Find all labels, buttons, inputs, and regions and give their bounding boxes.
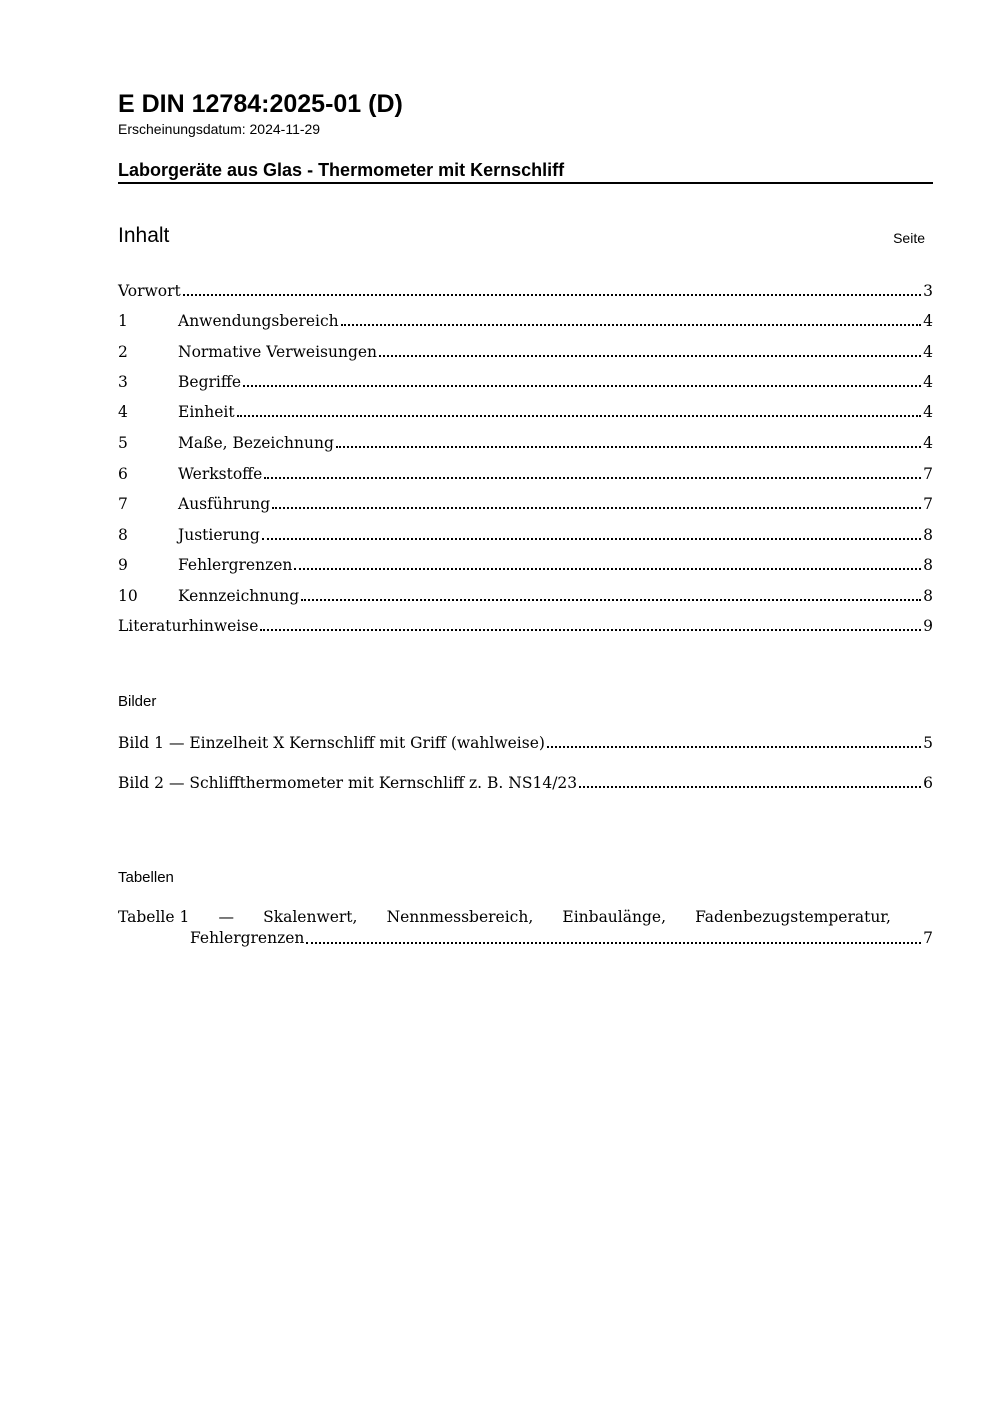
- toc-entry-text: Anwendungsbereich: [178, 312, 339, 330]
- toc-entry-text: Kennzeichnung: [178, 587, 300, 605]
- toc-entry-text: Literaturhinweise: [118, 617, 259, 635]
- dot-leader: [301, 599, 921, 601]
- toc-entry-6[interactable]: [118, 462, 933, 484]
- toc-entry-page: 4: [923, 373, 933, 391]
- dot-leader: [579, 786, 921, 788]
- table-entry-continuation: Fehlergrenzen: [190, 929, 305, 947]
- table-entry-word: Einbaulänge,: [562, 908, 666, 926]
- toc-entry-number: 4: [118, 403, 128, 421]
- dot-leader: [260, 629, 921, 631]
- dot-leader: [306, 942, 921, 944]
- toc-entry-number: 7: [118, 495, 128, 513]
- toc-heading: Inhalt: [118, 224, 170, 247]
- toc-entry-text: Werkstoffe: [178, 465, 263, 483]
- toc-entry-text: Begriffe: [178, 373, 242, 391]
- toc-entry-text: Fehlergrenzen: [178, 556, 293, 574]
- toc-entry-number: 10: [118, 587, 138, 605]
- dot-leader: [183, 294, 921, 296]
- toc-entry-page: 9: [923, 617, 933, 635]
- toc-entry-3[interactable]: [118, 370, 933, 392]
- table-entry-first-line: [118, 907, 933, 928]
- toc-entry-10[interactable]: [118, 584, 933, 606]
- figure-entry-page: 5: [923, 734, 933, 752]
- toc-entry-1[interactable]: [118, 309, 933, 331]
- toc-entry-text: Vorwort: [118, 282, 181, 300]
- dot-leader: [264, 477, 921, 479]
- dot-leader: [272, 507, 921, 509]
- table-entry-label: Tabelle 1: [118, 908, 190, 926]
- dot-leader: [243, 385, 921, 387]
- toc-entry-number: 6: [118, 465, 128, 483]
- toc-entry-vorwort[interactable]: [118, 279, 933, 301]
- dot-leader: [237, 415, 922, 417]
- toc-entry-page: 7: [923, 495, 933, 513]
- dot-leader: [262, 538, 921, 540]
- toc-entry-number: 8: [118, 526, 128, 544]
- table-entry-word: Fadenbezugstemperatur,: [695, 908, 891, 926]
- table-entry-dash: —: [218, 908, 234, 926]
- table-entry-word: Skalenwert,: [263, 908, 358, 926]
- toc-entry-number: 1: [118, 312, 128, 330]
- dot-leader: [294, 568, 921, 570]
- toc-entry-page: 4: [923, 312, 933, 330]
- figure-entry-text: Bild 1 — Einzelheit X Kernschliff mit Griff (wahlweise): [118, 734, 545, 752]
- toc-entry-text: Einheit: [178, 403, 235, 421]
- document-page: [118, 0, 933, 1403]
- figure-entry-2[interactable]: [118, 771, 933, 793]
- figure-entry-text: Bild 2 — Schliffthermometer mit Kernschliff z. B. NS14/23: [118, 774, 578, 792]
- table-entry-page: 7: [923, 929, 933, 947]
- toc-entry-page: 8: [923, 587, 933, 605]
- table-entry-1[interactable]: [118, 907, 933, 949]
- toc-entry-text: Normative Verweisungen: [178, 343, 378, 361]
- figure-entry-1[interactable]: [118, 731, 933, 753]
- toc-entry-2[interactable]: [118, 340, 933, 362]
- table-entry-second-line: [118, 928, 933, 949]
- dot-leader: [547, 746, 921, 748]
- toc-entry-number: 3: [118, 373, 128, 391]
- toc-entry-8[interactable]: [118, 523, 933, 545]
- document-id: E DIN 12784:2025-01 (D): [118, 90, 403, 118]
- toc-entry-page: 8: [923, 556, 933, 574]
- toc-entry-7[interactable]: [118, 492, 933, 514]
- figures-heading: Bilder: [118, 693, 157, 710]
- toc-entry-text: Ausführung: [178, 495, 271, 513]
- toc-entry-page: 3: [923, 282, 933, 300]
- toc-entry-page: 4: [923, 403, 933, 421]
- toc-entry-number: 9: [118, 556, 128, 574]
- dot-leader: [379, 355, 921, 357]
- toc-entry-page: 4: [923, 343, 933, 361]
- document-title: Laborgeräte aus Glas - Thermometer mit Kernschliff: [118, 160, 565, 180]
- title-underline: [118, 182, 933, 184]
- dot-leader: [336, 446, 921, 448]
- toc-entry-literaturhinweise[interactable]: [118, 614, 933, 636]
- toc-entry-4[interactable]: [118, 400, 933, 422]
- publication-date: Erscheinungsdatum: 2024-11-29: [118, 121, 321, 137]
- toc-entry-number: 5: [118, 434, 128, 452]
- toc-entry-number: 2: [118, 343, 128, 361]
- toc-entry-page: 8: [923, 526, 933, 544]
- dot-leader: [341, 324, 921, 326]
- tables-heading: Tabellen: [118, 869, 174, 886]
- table-entry-word: Nennmessbereich,: [386, 908, 534, 926]
- toc-entry-5[interactable]: [118, 431, 933, 453]
- figure-entry-page: 6: [923, 774, 933, 792]
- toc-entry-page: 7: [923, 465, 933, 483]
- toc-entry-text: Justierung: [178, 526, 260, 544]
- toc-page-column-label: Seite: [893, 230, 925, 246]
- toc-entry-9[interactable]: [118, 553, 933, 575]
- toc-entry-page: 4: [923, 434, 933, 452]
- toc-entry-text: Maße, Bezeichnung: [178, 434, 334, 452]
